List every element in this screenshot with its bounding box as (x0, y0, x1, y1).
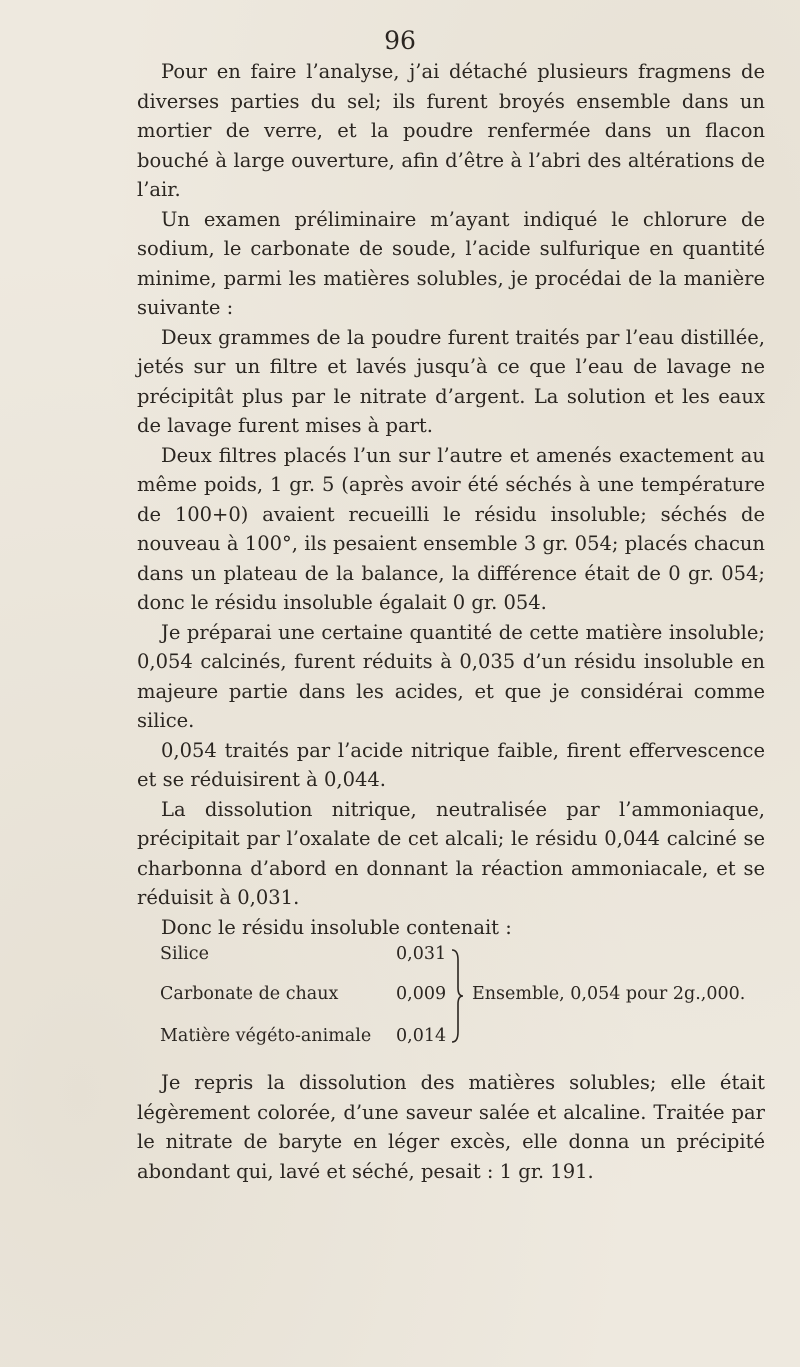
component-value: 0,009 (396, 984, 447, 1004)
paragraph: Pour en faire l’analyse, j’ai détaché plusieurs fragmens de diverses parties du sel; ils furent broyés ensemble dans un mortier de verre, et la poudre renfermée dans un flacon bouché à large ouverture, afin d’être à l’abri des altérations de l’air. (137, 60, 765, 201)
table-row (160, 1026, 460, 1054)
table-row (160, 944, 460, 972)
residue-table (160, 944, 760, 1064)
paragraph: Deux filtres placés l’un sur l’autre et amenés exactement au même poids, 1 gr. 5 (après avoir été séchés à une température de 100+0) avaient recueilli le résidu insoluble; séchés de nouveau à 100°, ils pesaient ensemble 3 gr. 054; placés chacun dans un plateau de la balance, la différence était de 0 gr. 054; donc le résidu insoluble égalait 0 gr. 054. (137, 443, 765, 614)
component-value: 0,031 (396, 944, 447, 964)
paragraph: 0,054 traités par l’acide nitrique faible, firent effervescence et se réduisirent à 0,044. (137, 738, 765, 791)
component-name: Silice (160, 944, 209, 964)
paragraph: Un examen préliminaire m’ayant indiqué le chlorure de sodium, le carbonate de soude, l’acide sulfurique en quantité minime, parmi les matières solubles, je procédai de la manière suivante : (137, 207, 765, 319)
component-value: 0,014 (396, 1026, 447, 1046)
table-row (160, 984, 460, 1012)
total-note: Ensemble, 0,054 pour 2g.,000. (472, 984, 746, 1004)
paragraph: Je préparai une certaine quantité de cette matière insoluble; 0,054 calcinés, furent réduits à 0,035 d’un résidu insoluble en majeure partie dans les acides, et que je considérai comme silice. (137, 620, 765, 732)
curly-brace (450, 948, 464, 1044)
paragraph: Deux grammes de la poudre furent traités par l’eau distillée, jetés sur un filtre et lavés jusqu’à ce que l’eau de lavage ne précipitât plus par le nitrate d’argent. La solution et les eaux de lavage furent mises à part. (137, 325, 765, 437)
page-number: 96 (384, 26, 416, 55)
body-text-top (137, 57, 765, 942)
paragraph: Donc le résidu insoluble contenait : (161, 915, 512, 939)
paragraph: Je repris la dissolution des matières solubles; elle était légèrement colorée, d’une saveur salée et alcaline. Traitée par le nitrate de baryte en léger excès, elle donna un précipité abondant qui, lavé et séché, pesait : 1 gr. 191. (137, 1071, 765, 1183)
paragraph: La dissolution nitrique, neutralisée par l’ammoniaque, précipitait par l’oxalate de cet alcali; le résidu 0,044 calciné se charbonna d’abord en donnant la réaction ammoniacale, et se réduisit à 0,031. (137, 797, 765, 909)
component-name: Carbonate de chaux (160, 984, 339, 1004)
component-name: Matière végéto-animale (160, 1026, 372, 1046)
body-text-bottom (137, 1068, 765, 1186)
